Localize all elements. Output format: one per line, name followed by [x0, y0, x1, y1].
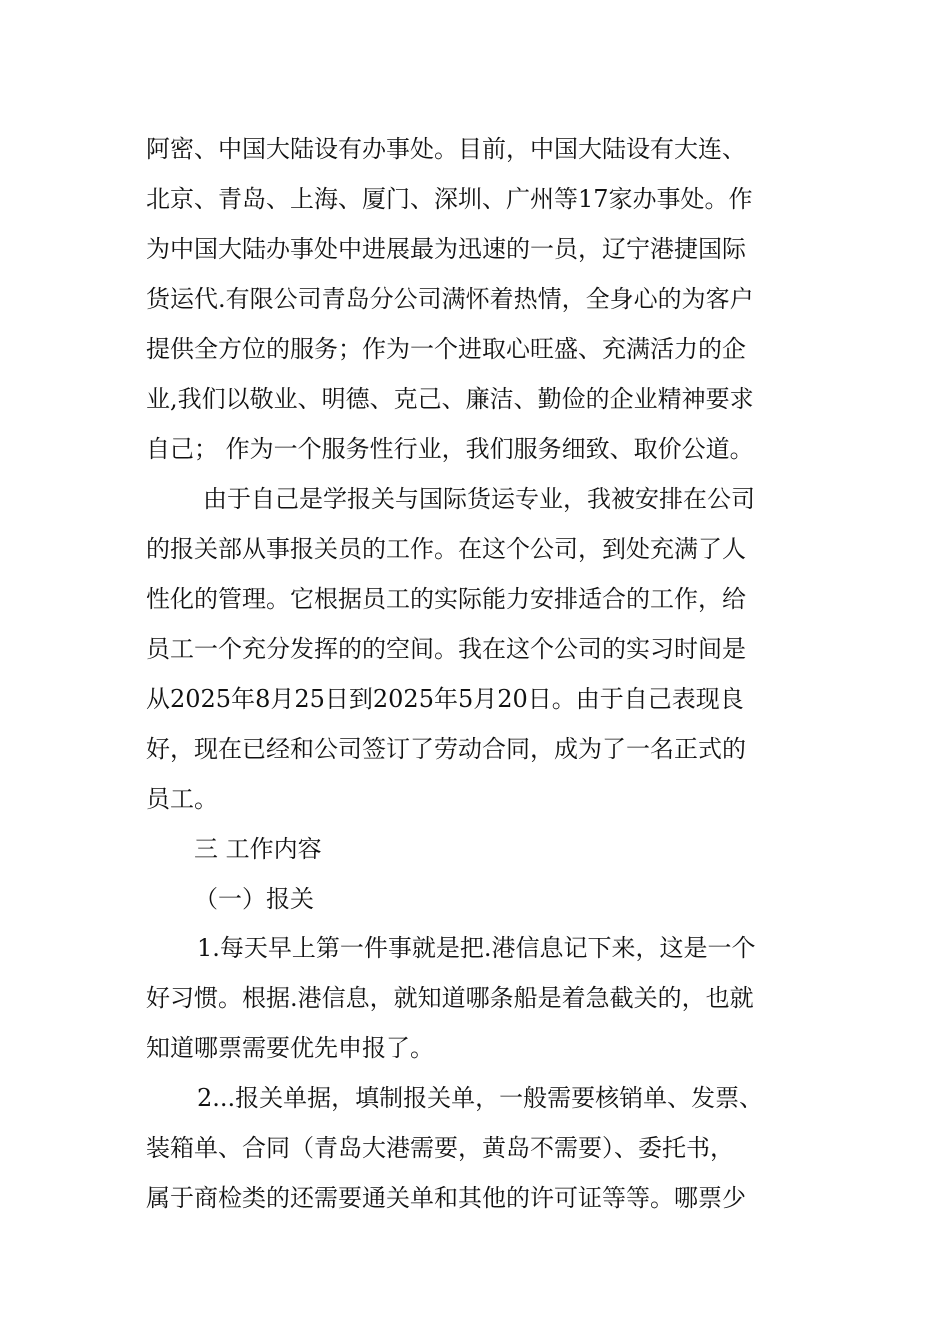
text-line-3: 为中国大陆办事处中进展最为迅速的一员，辽宁港捷国际 [146, 235, 746, 263]
text-line-20: 2...报关单据，填制报关单，一般需要核销单、发票、 [197, 1084, 764, 1112]
text-line-7: 自己； 作为一个服务性行业，我们服务细致、取价公道。 [146, 435, 754, 463]
section-heading: 三 工作内容 [194, 835, 322, 863]
text-line-5: 提供全方位的服务；作为一个进取心旺盛、充满活力的企 [146, 335, 746, 363]
text-line-4: 货运代.有限公司青岛分公司满怀着热情，全身心的为客户 [146, 285, 754, 313]
text-line-18: 好习惯。根据.港信息，就知道哪条船是着急截关的，也就 [146, 984, 754, 1012]
text-line-17: 1.每天早上第一件事就是把.港信息记下来，这是一个 [197, 934, 756, 962]
text-line-22: 属于商检类的还需要通关单和其他的许可证等等。哪票少 [146, 1184, 746, 1212]
text-line-2: 北京、青岛、上海、厦门、深圳、广州等17家办事处。作 [146, 185, 753, 213]
text-line-13: 好，现在已经和公司签订了劳动合同，成为了一名正式的 [146, 735, 746, 763]
text-line-14: 员工。 [146, 785, 218, 813]
text-line-12: 从2025年8月25日到2025年5月20日。由于自己表现良 [146, 685, 744, 713]
text-line-11: 员工一个充分发挥的的空间。我在这个公司的实习时间是 [146, 635, 746, 663]
text-line-10: 性化的管理。它根据员工的实际能力安排适合的工作，给 [146, 585, 746, 613]
text-line-9: 的报关部从事报关员的工作。在这个公司，到处充满了人 [146, 535, 746, 563]
text-line-8: 由于自己是学报关与国际货运专业，我被安排在公司 [203, 485, 755, 513]
subsection-heading: （一）报关 [194, 885, 314, 913]
text-line-19: 知道哪票需要优先申报了。 [146, 1034, 434, 1062]
text-line-21: 装箱单、合同（青岛大港需要，黄岛不需要）、委托书， [146, 1134, 734, 1162]
text-line-1: 阿密、中国大陆设有办事处。目前，中国大陆设有大连、 [146, 135, 746, 163]
text-line-6: 业,我们以敬业、明德、克己、廉洁、勤俭的企业精神要求 [146, 385, 754, 413]
